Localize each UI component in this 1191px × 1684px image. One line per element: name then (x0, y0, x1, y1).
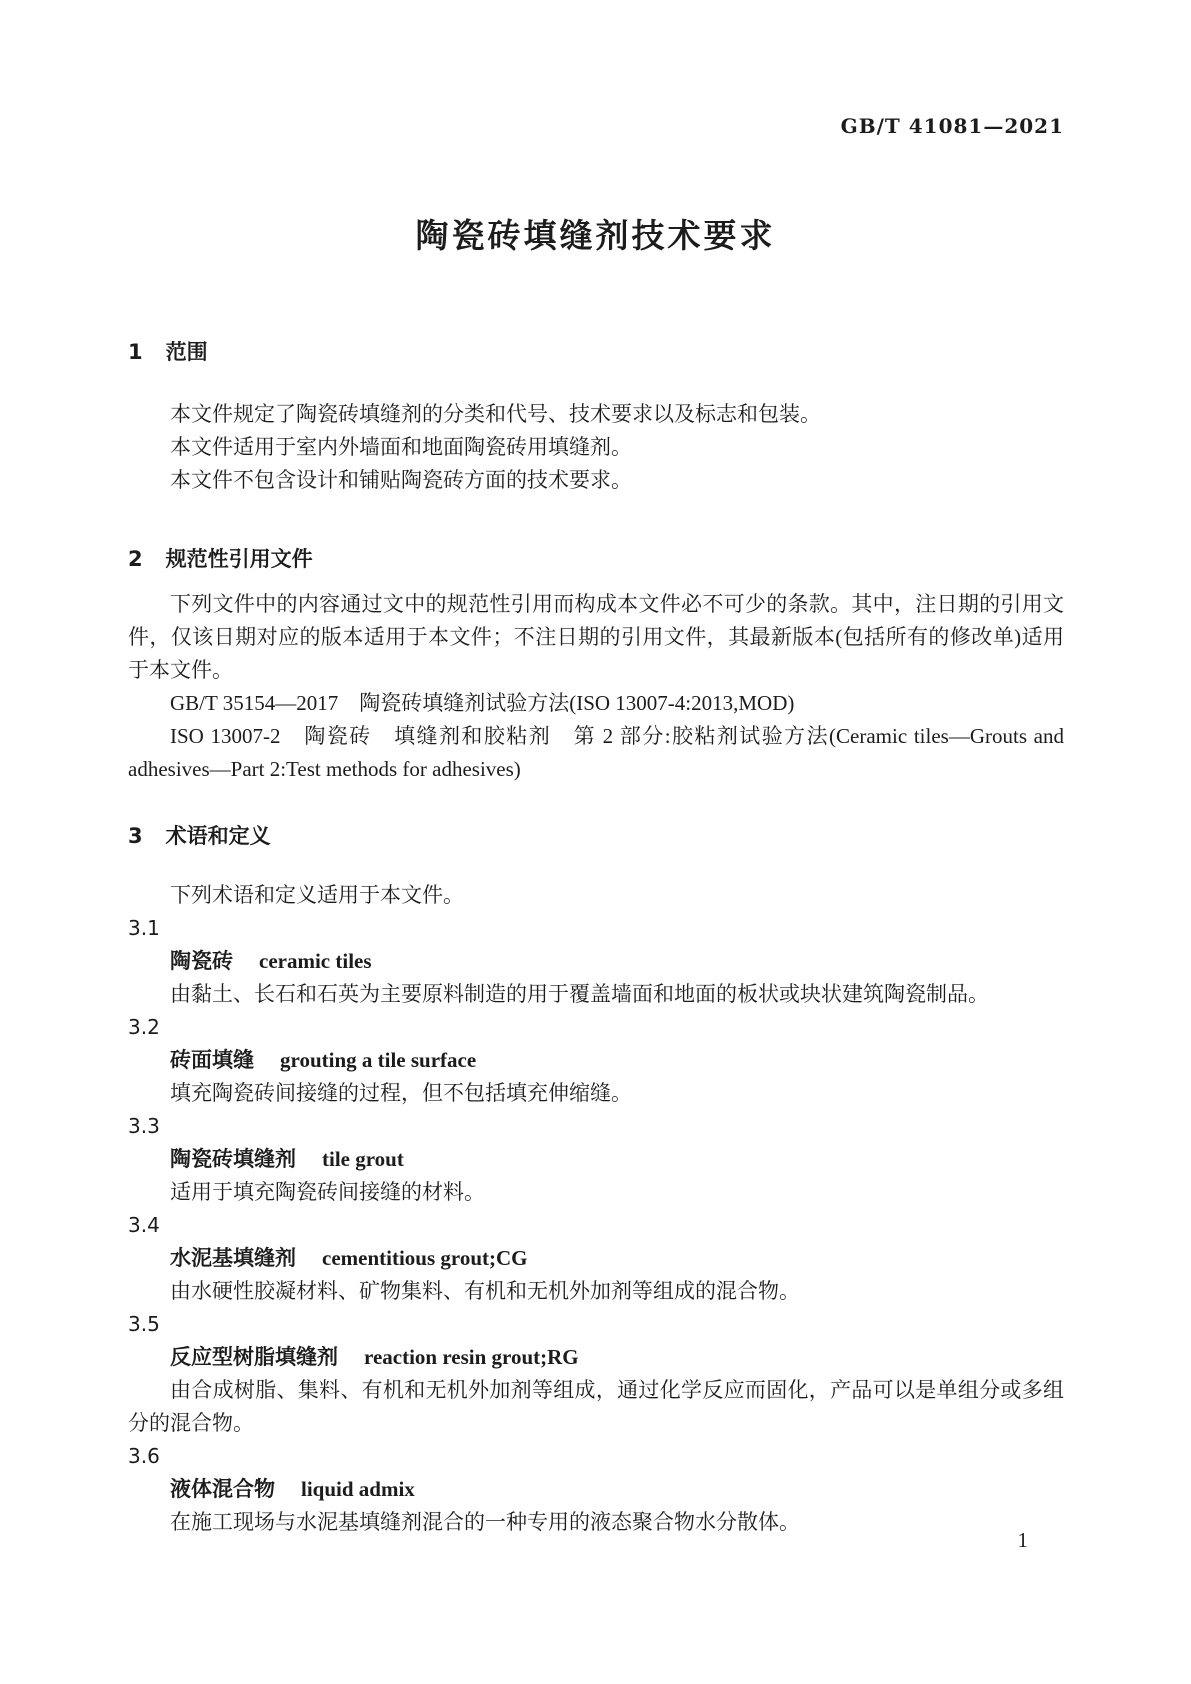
section-terms-body (128, 879, 1064, 1539)
section-scope-number: 1 (128, 340, 143, 364)
term-name-line (128, 1044, 1064, 1077)
term-name-en: reaction resin grout;RG (364, 1345, 579, 1369)
term-definition: 填充陶瓷砖间接缝的过程，但不包括填充伸缩缝。 (170, 1081, 632, 1105)
term-number: 3.3 (128, 1114, 160, 1138)
section-scope-heading (128, 336, 208, 366)
term-entry (128, 912, 1064, 1011)
document-title: 陶瓷砖填缝剂技术要求 (415, 217, 776, 254)
term-entry (128, 1209, 1064, 1308)
reference-item: ISO 13007-2 陶瓷砖 填缝剂和胶粘剂 第 2 部分:胶粘剂试验方法(Ceramic tiles—Grouts and adhesives—Part 2:Test methods for adhesives) (128, 724, 1064, 781)
term-definition: 由合成树脂、集料、有机和无机外加剂等组成，通过化学反应而固化，产品可以是单组分或多组分的混合物。 (128, 1378, 1064, 1435)
term-name-zh: 液体混合物 (170, 1478, 275, 1501)
page-number: 1 (1017, 1528, 1028, 1552)
term-number: 3.5 (128, 1312, 160, 1336)
term-name-zh: 陶瓷砖 (170, 950, 233, 973)
term-number: 3.4 (128, 1213, 160, 1237)
term-entry (128, 1011, 1064, 1110)
section-terms-number: 3 (128, 824, 143, 848)
term-definition: 在施工现场与水泥基填缝剂混合的一种专用的液态聚合物水分散体。 (170, 1510, 800, 1534)
references-intro: 下列文件中的内容通过文中的规范性引用而构成本文件必不可少的条款。其中，注日期的引用文件，仅该日期对应的版本适用于本文件；不注日期的引用文件，其最新版本(包括所有的修改单)适用于本文件。 (128, 592, 1064, 682)
section-references-number: 2 (128, 547, 143, 571)
term-name-en: tile grout (322, 1147, 404, 1171)
term-entry (128, 1308, 1064, 1440)
term-name-line (128, 1242, 1064, 1275)
scope-paragraph: 本文件不包含设计和铺贴陶瓷砖方面的技术要求。 (170, 468, 632, 492)
scope-paragraph: 本文件适用于室内外墙面和地面陶瓷砖用填缝剂。 (170, 435, 632, 459)
term-number: 3.1 (128, 916, 160, 940)
term-definition: 由水硬性胶凝材料、矿物集料、有机和无机外加剂等组成的混合物。 (170, 1279, 800, 1303)
term-name-zh: 陶瓷砖填缝剂 (170, 1148, 296, 1171)
term-entry (128, 1440, 1064, 1539)
term-name-zh: 砖面填缝 (170, 1049, 254, 1072)
term-name-en: liquid admix (301, 1477, 415, 1501)
term-entry (128, 1110, 1064, 1209)
term-name-line (128, 1341, 1064, 1374)
terms-intro: 下列术语和定义适用于本文件。 (170, 883, 464, 907)
term-number: 3.2 (128, 1015, 160, 1039)
term-definition: 由黏土、长石和石英为主要原料制造的用于覆盖墙面和地面的板状或块状建筑陶瓷制品。 (170, 982, 989, 1006)
scope-paragraph: 本文件规定了陶瓷砖填缝剂的分类和代号、技术要求以及标志和包装。 (170, 402, 821, 426)
section-scope-title: 范围 (165, 341, 208, 364)
term-number: 3.6 (128, 1444, 160, 1468)
reference-item: GB/T 35154—2017 陶瓷砖填缝剂试验方法(ISO 13007-4:2013,MOD) (170, 691, 795, 715)
term-name-en: ceramic tiles (259, 949, 372, 973)
term-name-line (128, 1143, 1064, 1176)
term-name-en: grouting a tile surface (280, 1048, 477, 1072)
section-references-title: 规范性引用文件 (165, 548, 313, 571)
term-name-zh: 反应型树脂填缝剂 (170, 1346, 338, 1369)
term-name-en: cementitious grout;CG (322, 1246, 528, 1270)
section-scope-body (128, 398, 1064, 497)
term-name-zh: 水泥基填缝剂 (170, 1247, 296, 1270)
section-references-heading (128, 543, 313, 573)
section-terms-title: 术语和定义 (165, 825, 271, 848)
term-definition: 适用于填充陶瓷砖间接缝的材料。 (170, 1180, 485, 1204)
standard-number: GB/T 41081—2021 (840, 114, 1064, 138)
section-terms-heading (128, 820, 271, 850)
term-name-line (128, 1473, 1064, 1506)
term-name-line (128, 945, 1064, 978)
section-references-body (128, 588, 1064, 786)
